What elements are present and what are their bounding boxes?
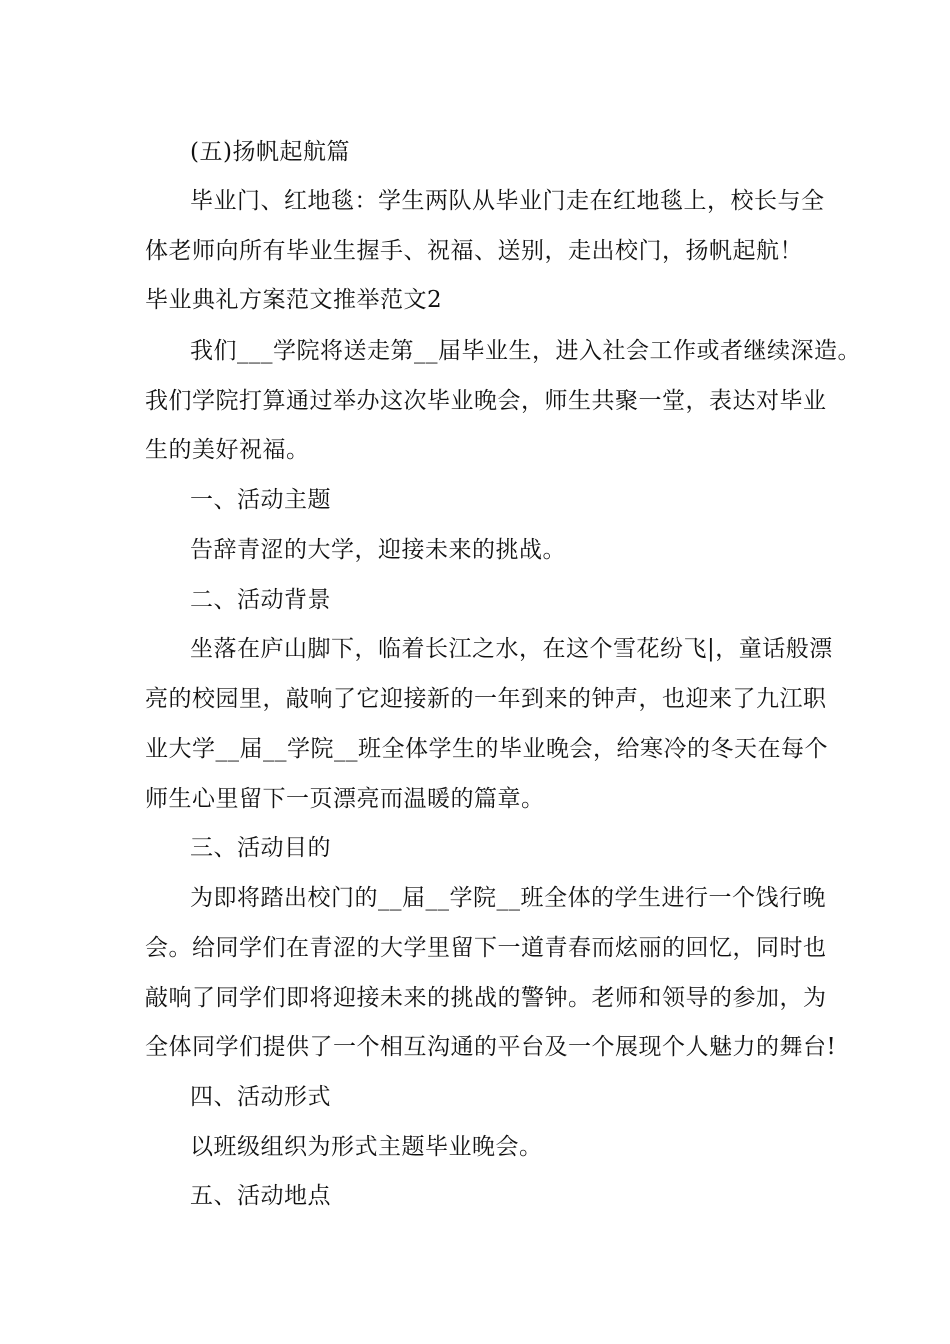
paragraph-line: 告辞青涩的大学，迎接未来的挑战。 (190, 537, 566, 563)
paragraph-line: 会。给同学们在青涩的大学里留下一道青春而炫丽的回忆，同时也 (145, 935, 827, 961)
paragraph-line: 为即将踏出校门的__届__学院__班全体的学生进行一个饯行晚 (190, 885, 826, 911)
document-subtitle: 毕业典礼方案范文推举范文2 (145, 287, 443, 313)
paragraph-line: 师生心里留下一页漂亮而温暖的篇章。 (145, 786, 545, 812)
paragraph-line: 亮的校园里，敲响了它迎接新的一年到来的钟声，也迎来了九江职 (145, 686, 827, 712)
paragraph-line: 坐落在庐山脚下，临着长江之水，在这个雪花纷飞|，童话般漂 (190, 636, 833, 662)
paragraph-line: 生的美好祝福。 (145, 437, 310, 463)
section-heading: 一、活动主题 (190, 487, 331, 513)
paragraph-line: 业大学__届__学院__班全体学生的毕业晚会，给寒冷的冬天在每个 (145, 736, 828, 762)
paragraph-line: 全体同学们提供了一个相互沟通的平台及一个展现个人魅力的舞台! (145, 1034, 837, 1060)
paragraph-line: 以班级组织为形式主题毕业晚会。 (190, 1134, 543, 1160)
section-heading: 三、活动目的 (190, 835, 331, 861)
paragraph-line: 我们___学院将送走第__届毕业生，进入社会工作或者继续深造。 (190, 338, 861, 364)
paragraph-line: 敲响了同学们即将迎接未来的挑战的警钟。老师和领导的参加，为 (145, 985, 827, 1011)
paragraph-line: 我们学院打算通过举办这次毕业晚会，师生共聚一堂，表达对毕业 (145, 388, 827, 414)
section-heading: 四、活动形式 (190, 1084, 331, 1110)
paragraph-line: 毕业门、红地毯：学生两队从毕业门走在红地毯上，校长与全 (190, 188, 825, 214)
paragraph-line: 体老师向所有毕业生握手、祝福、送别，走出校门，扬帆起航！ (145, 238, 803, 264)
section-heading: 五、活动地点 (190, 1183, 331, 1209)
section-heading: 二、活动背景 (190, 587, 331, 613)
section-heading-5: (五)扬帆起航篇 (190, 139, 350, 165)
